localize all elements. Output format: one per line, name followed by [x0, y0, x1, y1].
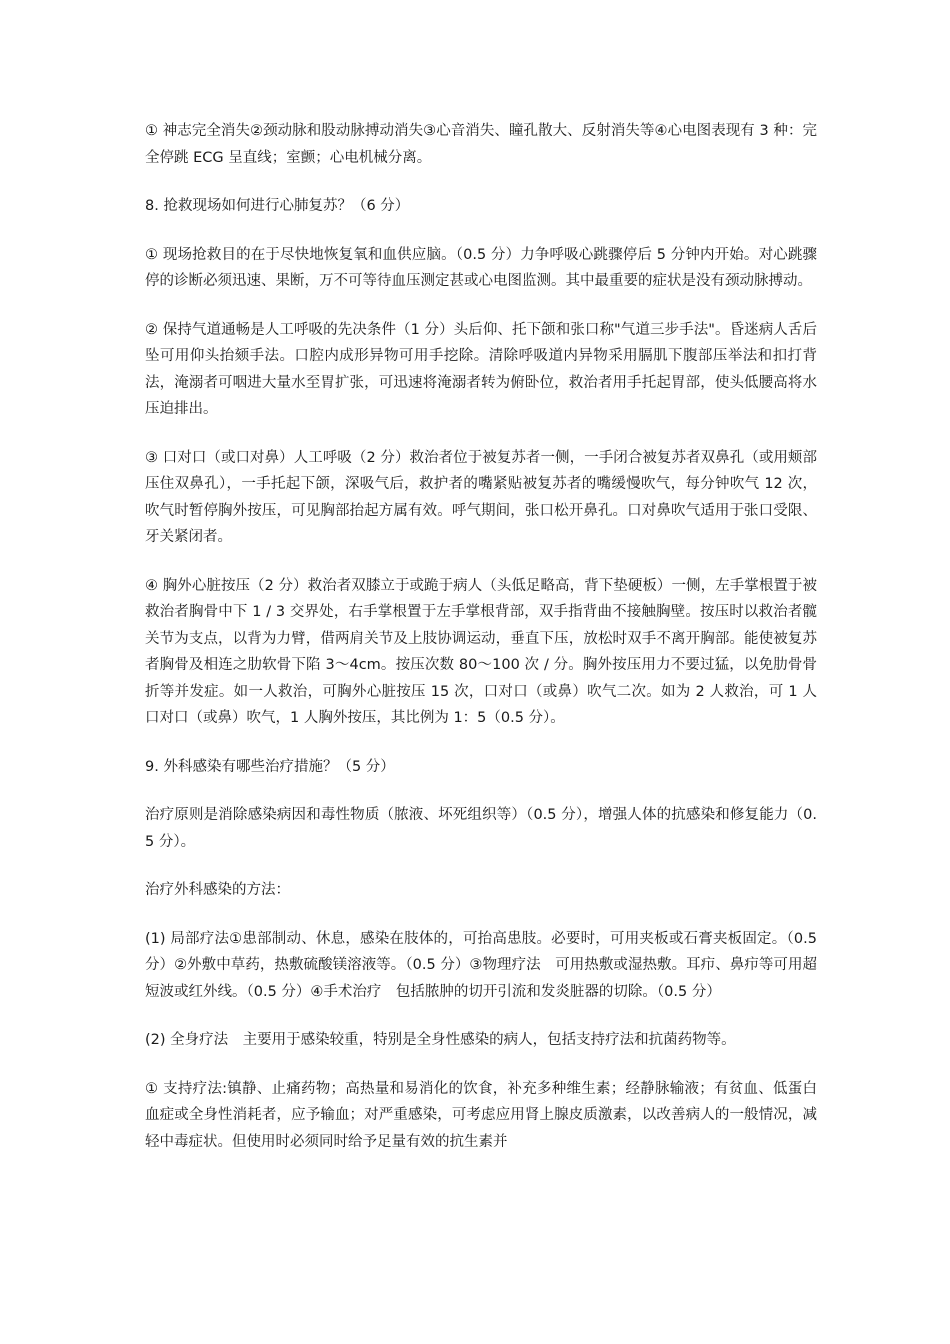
paragraph-treatment-methods-intro: 治疗外科感染的方法： [145, 882, 290, 898]
paragraph-local-therapy: (1) 局部疗法①患部制动、休息，感染在肢体的，可抬高患肢。必要时，可用夹板或石膏夹板固定。（0.5 分）②外敷中草药，热敷硫酸镁溶液等。（0.5 分）③物理疗法 可用热敷或湿热敷。耳疖、鼻疖等可用超短波或红外线。（0.5 分）④手术治疗 包括脓肿的切开引流和发炎脏器的切除。（0.5 分） [145, 930, 817, 1000]
paragraph-systemic-therapy: (2) 全身疗法 主要用于感染较重，特别是全身性感染的病人，包括支持疗法和抗菌药物等。 [145, 1032, 736, 1048]
paragraph-supportive-therapy: ① 支持疗法:镇静、止痛药物；高热量和易消化的饮食，补充多种维生素；经静脉输液；有贫血、低蛋白血症或全身性消耗者，应予输血；对严重感染，可考虑应用肾上腺皮质激素，以改善病人的一般情况，减轻中毒症状。但使用时必须同时给予足量有效的抗生素并 [145, 1080, 817, 1150]
question-8-heading: 8. 抢救现场如何进行心肺复苏？（6 分） [145, 198, 410, 214]
question-9-heading: 9. 外科感染有哪些治疗措施？（5 分） [145, 758, 395, 775]
paragraph-cardiac-arrest-signs: ① 神志完全消失②颈动脉和股动脉搏动消失③心音消失、瞳孔散大、反射消失等④心电图表现有 3 种：完全停跳 ECG 呈直线；室颤；心电机械分离。 [145, 123, 817, 166]
paragraph-cpr-step-3: ③ 口对口（或口对鼻）人工呼吸（2 分）救治者位于被复苏者一侧，一手闭合被复苏者双鼻孔（或用颊部压住双鼻孔），一手托起下颌，深吸气后，救护者的嘴紧贴被复苏者的嘴缓慢吹气，每分钟吹气 12 次，吹气时暂停胸外按压，可见胸部抬起方属有效。呼气期间，张口松开鼻孔。口对鼻吹气适用于张口受限、牙关紧闭者。 [145, 449, 817, 545]
paragraph-cpr-step-4: ④ 胸外心脏按压（2 分）救治者双膝立于或跪于病人（头低足略高，背下垫硬板）一侧，左手掌根置于被救治者胸骨中下 1 / 3 交界处，右手掌根置于左手掌根背部，双手指背曲不接触胸壁。按压时以救治者髋关节为支点，以背为力臂，借两肩关节及上肢协调运动，垂直下压，放松时双手不离开胸部。能使被复苏者胸骨及相连之肋软骨下陷 3～4cm。按压次数 80～100 次 / 分。胸外按压用力不要过猛，以免肋骨骨折等并发症。如一人救治，可胸外心脏按压 15 次，口对口（或鼻）吹气二次。如为 2 人救治，可 1 人口对口（或鼻）吹气，1 人胸外按压，其比例为 1：5（0.5 分）。 [145, 577, 817, 726]
paragraph-treatment-principle: 治疗原则是消除感染病因和毒性物质（脓液、坏死组织等）（0.5 分），增强人体的抗感染和修复能力（0.5 分）。 [145, 807, 817, 850]
paragraph-cpr-step-1: ① 现场抢救目的在于尽快地恢复氧和血供应脑。（0.5 分）力争呼吸心跳骤停后 5 分钟内开始。对心跳骤停的诊断必须迅速、果断，万不可等待血压测定甚或心电图监测。其中最重要的症状是没有颈动脉搏动。 [145, 246, 817, 289]
document-body [145, 118, 817, 1177]
paragraph-cpr-step-2: ② 保持气道通畅是人工呼吸的先决条件（1 分）头后仰、托下颌和张口称"气道三步手法"。昏迷病人舌后坠可用仰头抬颏手法。口腔内成形异物可用手挖除。清除呼吸道内异物采用膈肌下腹部压举法和扣打背法，淹溺者可咽进大量水至胃扩张，可迅速将淹溺者转为俯卧位，救治者用手托起胃部，使头低腰高将水压迫排出。 [145, 321, 817, 417]
